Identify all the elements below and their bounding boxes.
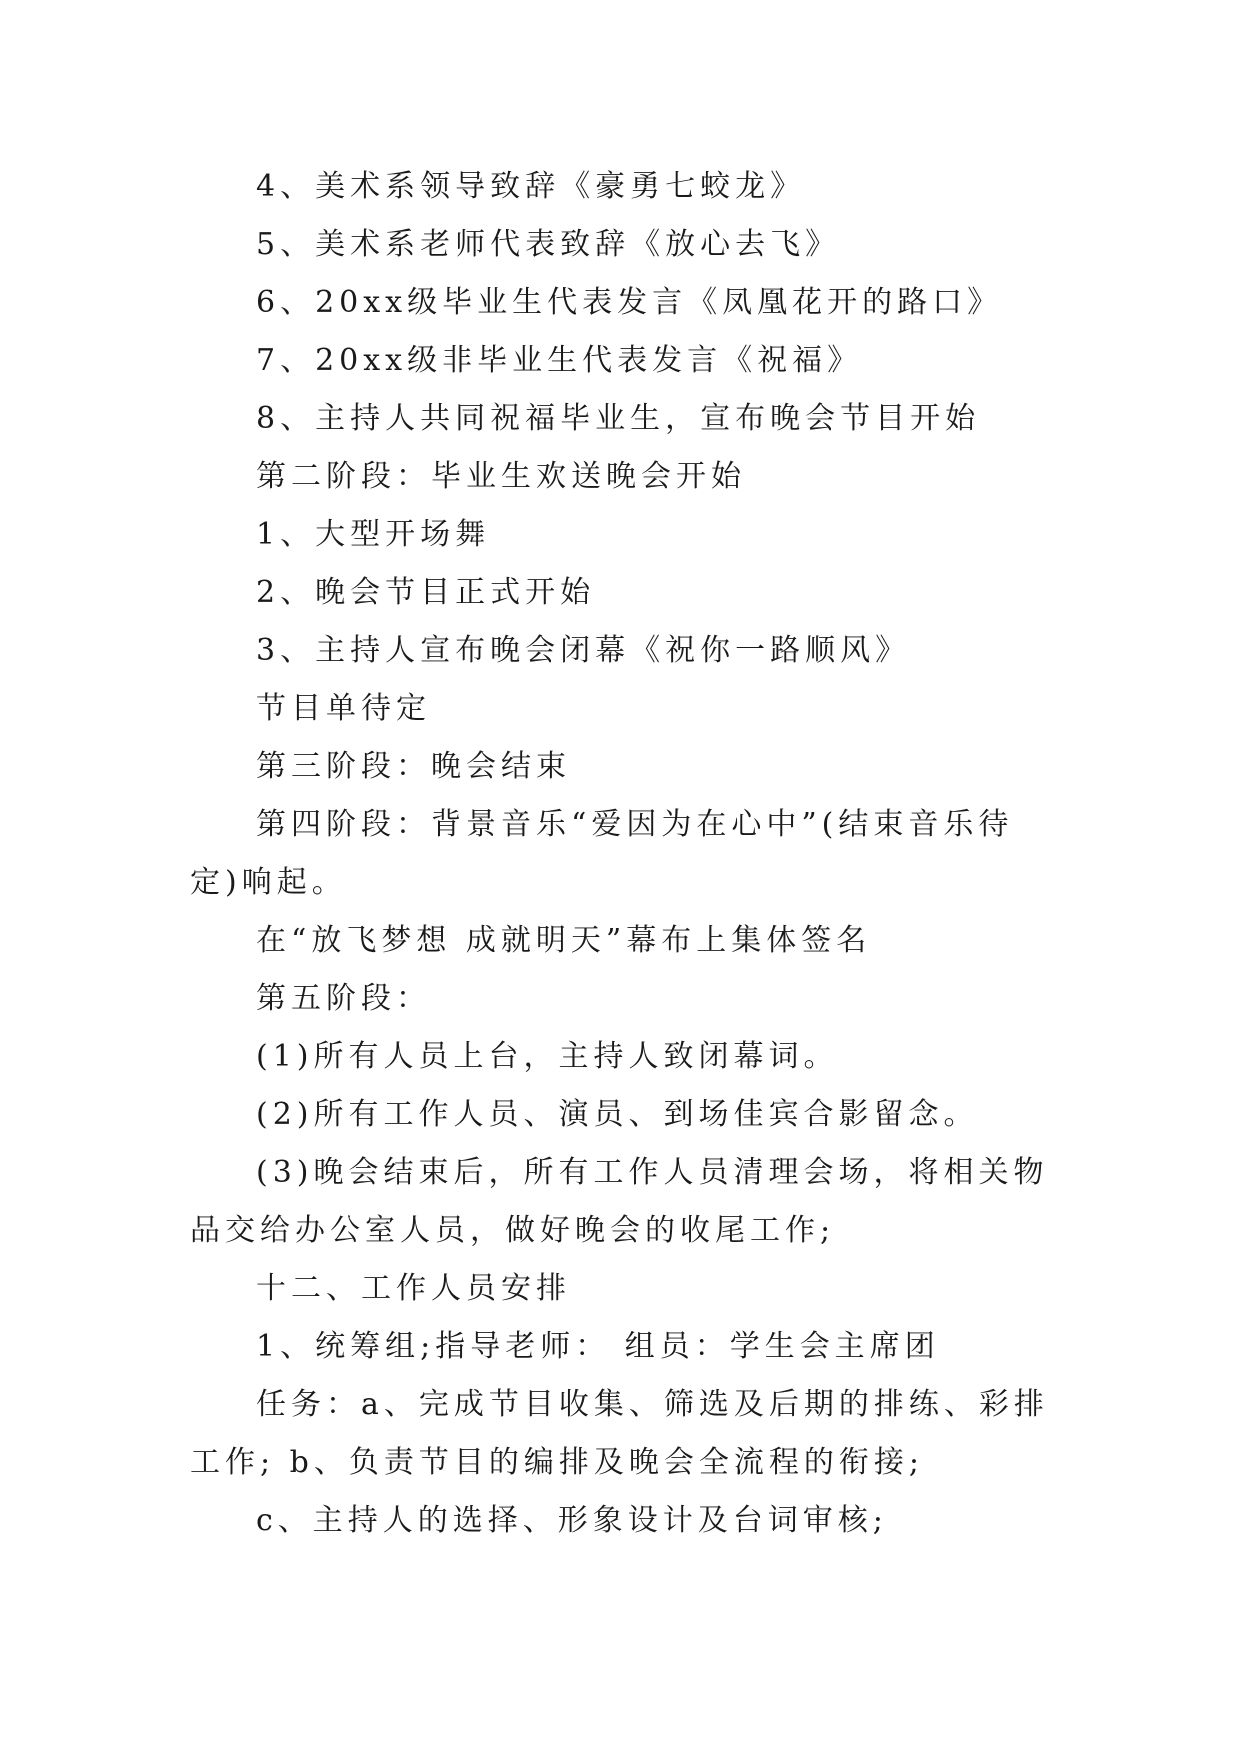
paragraph: 6、20xx级毕业生代表发言《凤凰花开的路口》	[256, 285, 1003, 320]
paragraph: 3、主持人宣布晚会闭幕《祝你一路顺风》	[256, 633, 911, 668]
paragraph: 2、晚会节目正式开始	[256, 575, 596, 610]
paragraph: (1)所有人员上台，主持人致闭幕词。	[256, 1039, 839, 1074]
section-heading: 十二、工作人员安排	[256, 1271, 571, 1306]
section-heading: 第二阶段：毕业生欢送晚会开始	[256, 459, 746, 494]
paragraph: (2)所有工作人员、演员、到场佳宾合影留念。	[256, 1097, 979, 1132]
paragraph: 7、20xx级非毕业生代表发言《祝福》	[256, 343, 863, 378]
paragraph: 任务：a、完成节目收集、筛选及后期的排练、彩排工作; b、负责节目的编排及晚会全流程的衔接;	[190, 1387, 1049, 1480]
section-heading: 第三阶段：晚会结束	[256, 749, 571, 784]
paragraph: 4、美术系领导致辞《豪勇七蛟龙》	[256, 169, 806, 204]
paragraph: c、主持人的选择、形象设计及台词审核;	[256, 1503, 888, 1538]
paragraph: 1、大型开场舞	[256, 517, 491, 552]
section-heading: 第五阶段：	[256, 981, 431, 1016]
paragraph: 1、统筹组;指导老师： 组员：学生会主席团	[256, 1329, 940, 1364]
section-heading: 第四阶段：背景音乐“爱因为在心中”(结束音乐待定)响起。	[190, 807, 1014, 900]
paragraph: 在“放飞梦想 成就明天”幕布上集体签名	[256, 923, 872, 958]
paragraph: 5、美术系老师代表致辞《放心去飞》	[256, 227, 841, 262]
paragraph: 8、主持人共同祝福毕业生，宣布晚会节目开始	[256, 401, 981, 436]
document-body	[190, 158, 1058, 1550]
paragraph: (3)晚会结束后，所有工作人员清理会场，将相关物品交给办公室人员，做好晚会的收尾工作;	[190, 1155, 1049, 1248]
paragraph: 节目单待定	[256, 691, 431, 726]
